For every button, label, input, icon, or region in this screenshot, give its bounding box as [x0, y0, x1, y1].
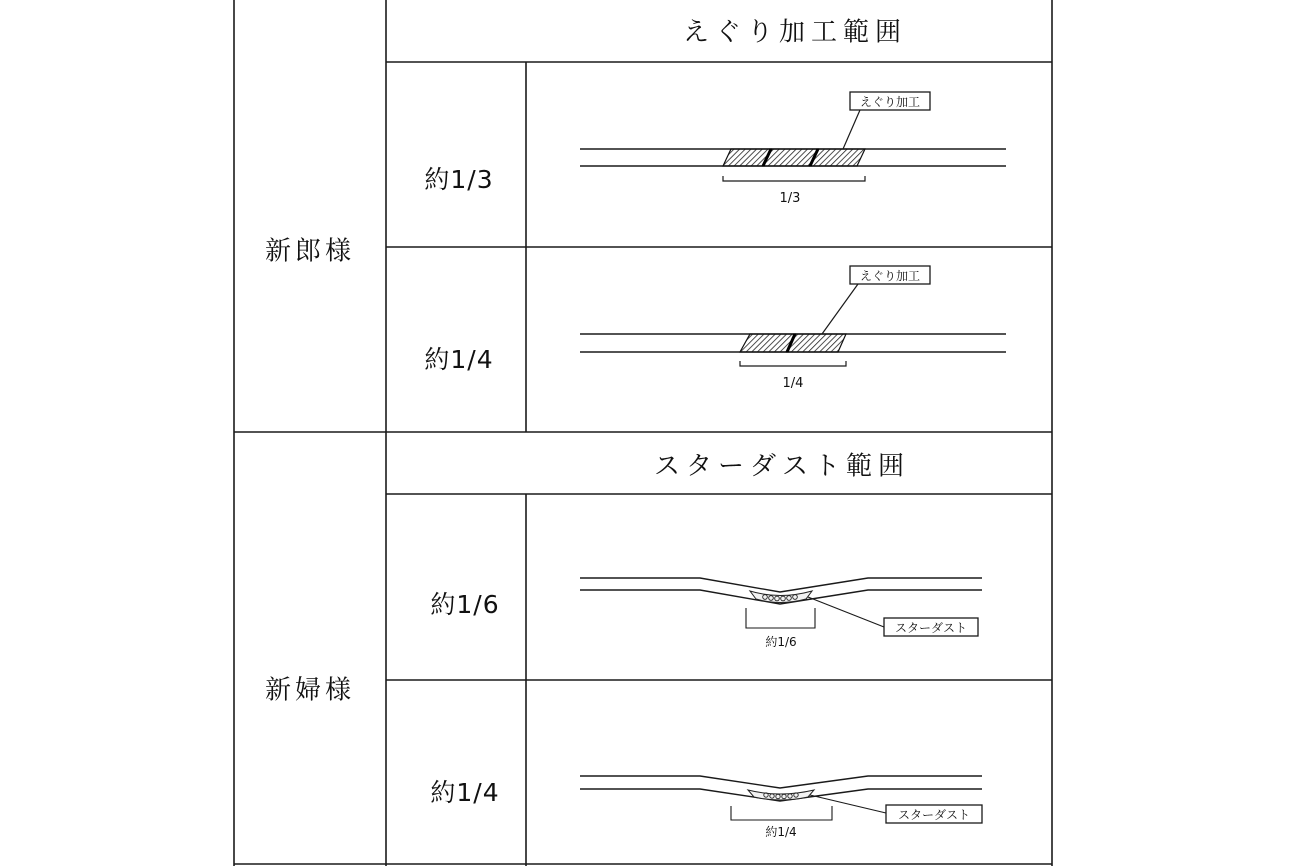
groom-row-1-label: 約1/3 [424, 165, 494, 194]
groom-row-2-callout: えぐり加工 [859, 269, 921, 283]
groom-row-2-diagram [526, 247, 1052, 432]
bride-row-1-dimension: 約1/6 [765, 635, 797, 649]
bride-row-1-diagram [526, 494, 1052, 680]
groom-row-1-callout: えぐり加工 [859, 95, 921, 109]
groom-row-1-dimension: 1/3 [779, 191, 801, 206]
bride-row-2-callout: スターダスト [897, 808, 971, 822]
bride-row-2-diagram [526, 680, 1052, 864]
groom-section-header: えぐり加工範囲 [682, 17, 908, 48]
bride-row-2-dimension: 約1/4 [765, 825, 797, 839]
bride-row-1-callout: スターダスト [894, 621, 968, 635]
groom-row-1-diagram [526, 62, 1052, 247]
engraving-hatch [723, 149, 865, 166]
engraving-hatch [740, 334, 846, 352]
groom-row-2-label: 約1/4 [424, 345, 494, 374]
bride-row-2-label: 約1/4 [430, 778, 500, 807]
bride-section-header: スターダスト範囲 [653, 451, 911, 482]
bride-label: 新婦様 [264, 675, 356, 706]
groom-row-2-dimension: 1/4 [782, 376, 804, 391]
bride-row-1-label: 約1/6 [430, 590, 500, 619]
groom-label: 新郎様 [264, 236, 356, 267]
stardust-band [748, 790, 814, 800]
